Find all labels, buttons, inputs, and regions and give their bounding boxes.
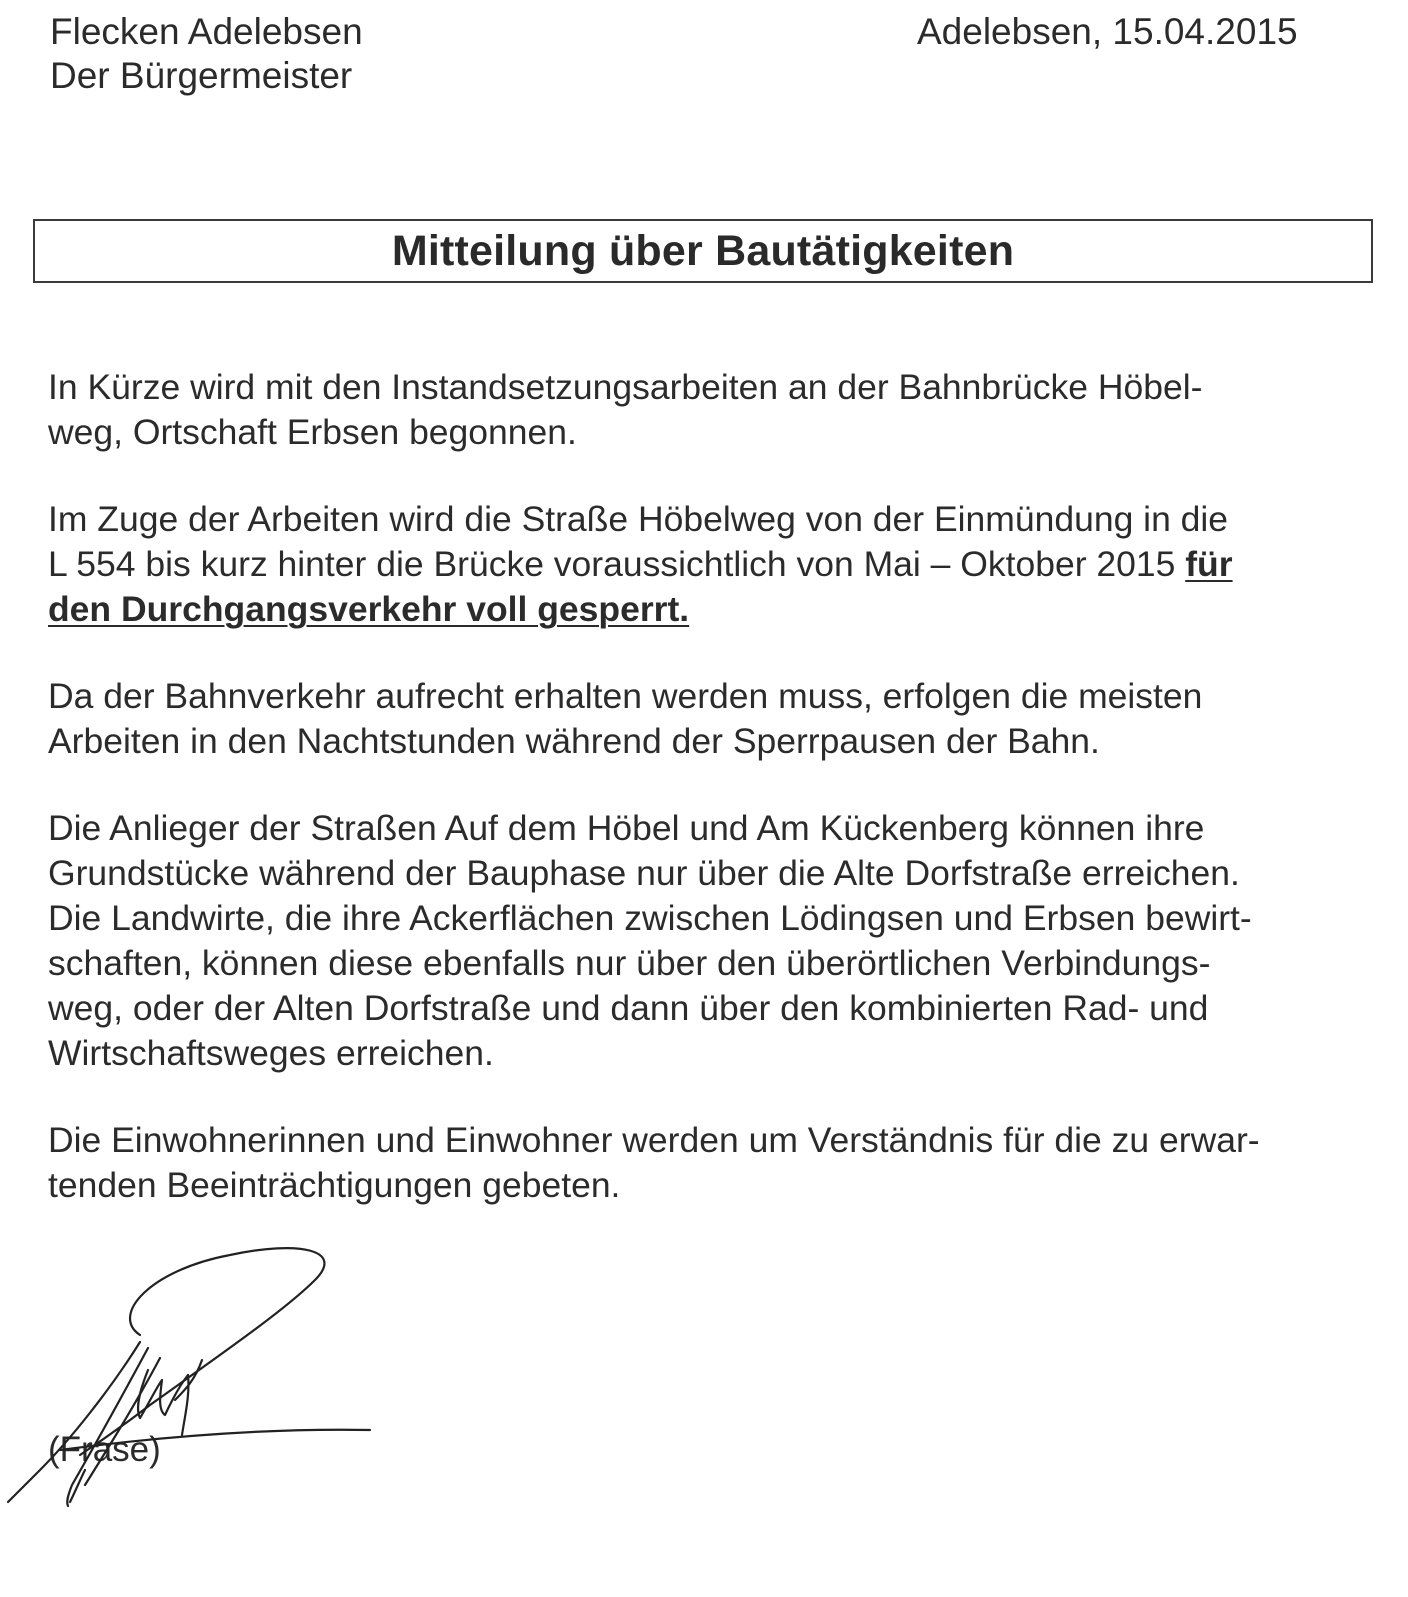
paragraph-access-routes (48, 806, 1368, 1076)
paragraph-line: Im Zuge der Arbeiten wird die Straße Höbelweg von der Einmündung in die (48, 499, 1229, 539)
paragraph-line: Grundstücke während der Bauphase nur über die Alte Dorfstraße erreichen. (48, 853, 1240, 893)
paragraph-road-closure (48, 497, 1368, 632)
signature-stroke (182, 1375, 188, 1435)
paragraph-line: In Kürze wird mit den Instandsetzungsarbeiten an der Bahnbrücke Höbel- (48, 367, 1203, 407)
handwritten-signature (0, 1230, 420, 1530)
paragraph-line: Die Einwohnerinnen und Einwohner werden um Verständnis für die zu erwar- (48, 1120, 1260, 1160)
sender-title: Der Bürgermeister (50, 55, 353, 96)
title-box (33, 219, 1373, 283)
paragraph-line: Da der Bahnverkehr aufrecht erhalten werden muss, erfolgen die meisten (48, 676, 1203, 716)
paragraph-apology (48, 1118, 1368, 1208)
signer-name: (Frase) (48, 1430, 161, 1469)
signature-stroke (80, 1248, 324, 1455)
signature-stroke (60, 1430, 370, 1450)
paragraph-line (48, 587, 1368, 632)
document-title: Mitteilung über Bautätigkeiten (391, 226, 1015, 275)
paragraph-line: tenden Beeinträchtigungen gebeten. (48, 1165, 621, 1205)
signature-stroke (85, 1358, 160, 1485)
paragraph-line (48, 542, 1368, 587)
paragraph-line: Wirtschaftsweges erreichen. (48, 1033, 494, 1073)
sender-block (50, 10, 363, 98)
signature-stroke (8, 1342, 140, 1502)
paragraph-start-notice (48, 365, 1368, 455)
paragraph-line: Arbeiten in den Nachtstunden während der Sperrpausen der Bahn. (48, 721, 1100, 761)
paragraph-line: weg, Ortschaft Erbsen begonnen. (48, 412, 577, 452)
signature-drawing (0, 1230, 420, 1530)
paragraph-line: Die Anlieger der Straßen Auf dem Höbel und Am Kückenberg können ihre (48, 808, 1205, 848)
paragraph-line-text: L 554 bis kurz hinter die Brücke voraussichtlich von Mai – Oktober 2015 (48, 544, 1186, 584)
paragraph-night-work (48, 674, 1368, 764)
paragraph-line: schaften, können diese ebenfalls nur über den überörtlichen Verbindungs- (48, 943, 1211, 983)
sender-organization: Flecken Adelebsen (50, 11, 363, 52)
closure-emphasis: den Durchgangsverkehr voll gesperrt. (48, 589, 690, 629)
closure-emphasis-start: für (1185, 544, 1233, 584)
paragraph-line: weg, oder der Alten Dorfstraße und dann über den kombinierten Rad- und (48, 988, 1209, 1028)
place-date: Adelebsen, 15.04.2015 (917, 11, 1298, 52)
paragraph-line: Die Landwirte, die ihre Ackerflächen zwischen Lödingsen und Erbsen bewirt- (48, 898, 1252, 938)
